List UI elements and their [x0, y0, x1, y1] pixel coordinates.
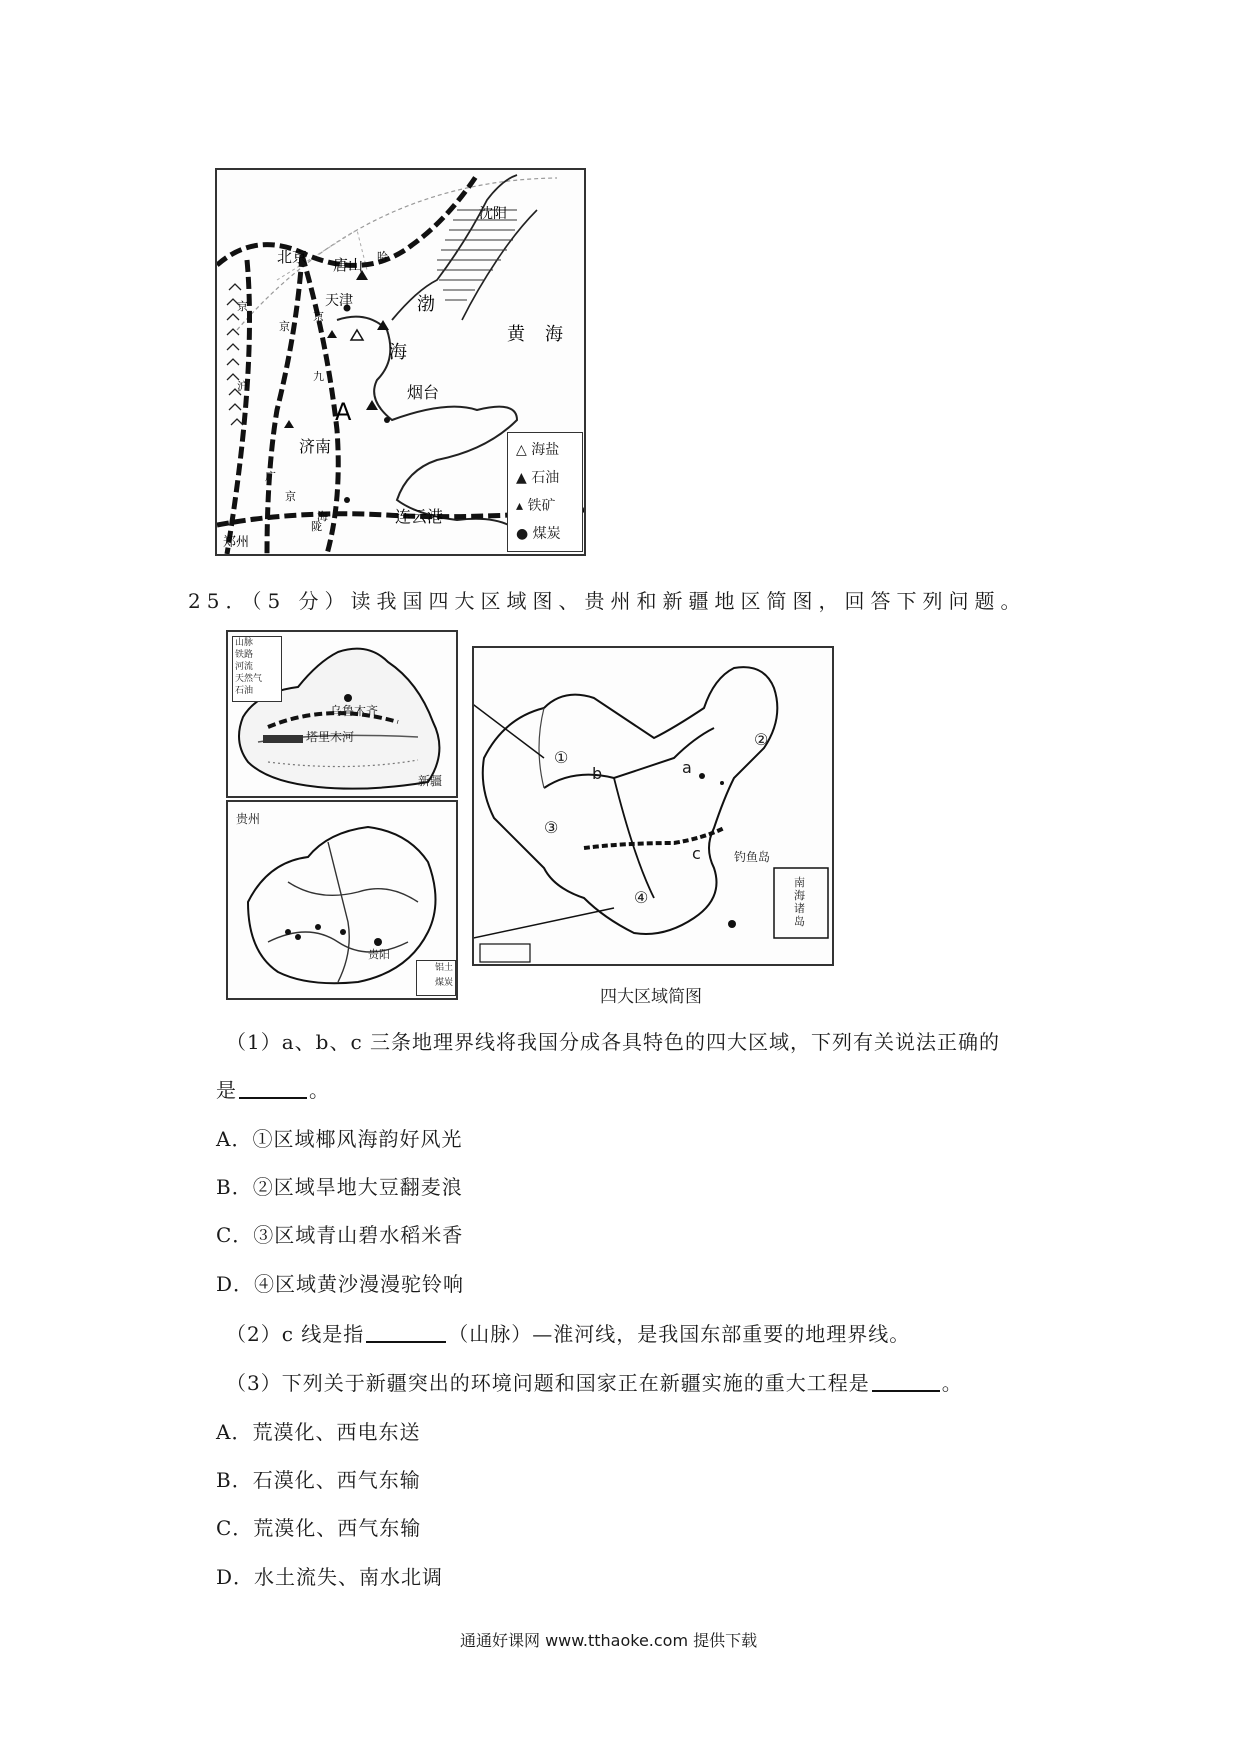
- salt-icon: △: [516, 442, 527, 458]
- legend-row: [516, 467, 559, 487]
- sea-label-hai-1: 海: [389, 342, 407, 363]
- legend-label: 铁矿: [527, 498, 556, 514]
- bohai-region-map: [215, 168, 586, 556]
- text-fragment: 是: [216, 1078, 237, 1102]
- oil-icon: ▲: [516, 470, 527, 486]
- legend-label: 海盐: [531, 442, 560, 458]
- sub3-option-c: C．荒漠化、西气东输: [216, 1516, 422, 1540]
- label-diaoyu-island: 钓鱼岛: [734, 850, 771, 864]
- line-label-a: a: [682, 758, 692, 777]
- guizhou-title: 贵州: [236, 812, 261, 826]
- question-score: （5 分）: [251, 589, 351, 613]
- sea-label-huang: 黄: [507, 324, 525, 345]
- text-fragment: （3）下列关于新疆突出的环境问题和国家正在新疆实施的重大工程是: [226, 1371, 870, 1395]
- guizhou-map: [226, 800, 458, 1000]
- rail-char: 京: [313, 310, 324, 323]
- rail-char: 京: [237, 300, 248, 313]
- sub-question-3: [226, 1367, 963, 1396]
- sub3-option-a: A．荒漠化、西电东送: [216, 1420, 421, 1444]
- sub-question-1-line2: [216, 1074, 330, 1103]
- xinjiang-map: [226, 630, 458, 798]
- city-label-tangshan: 唐山: [333, 256, 364, 274]
- sea-label-hai-2: 海: [545, 324, 563, 345]
- legend-railway: 铁路: [235, 650, 254, 660]
- rail-char: 海: [317, 510, 328, 523]
- region-label-a: A: [335, 398, 352, 426]
- sea-label-bo: 渤: [417, 294, 435, 315]
- legend-oil: 石油: [235, 686, 254, 696]
- sub3-option-d: D．水土流失、南水北调: [216, 1565, 444, 1589]
- city-label-zhengzhou: 郑州: [223, 535, 250, 550]
- sub3-option-b: B．石漠化、西气东输: [216, 1468, 421, 1492]
- legend-label: 煤炭: [532, 526, 561, 542]
- city-label-urumqi: 乌鲁木齐: [330, 704, 379, 718]
- answer-blank-2[interactable]: [366, 1321, 446, 1343]
- city-label-jinan: 济南: [299, 437, 332, 456]
- city-label-lianyungang: 连云港: [395, 507, 444, 526]
- city-label-guiyang: 贵阳: [368, 948, 390, 961]
- label-tarim-river: 塔里木河: [306, 730, 355, 744]
- text-fragment: （2）c 线是指: [226, 1322, 365, 1346]
- china-map-caption: 四大区域简图: [600, 987, 702, 1007]
- label-south-china-sea-islands: 南海诸岛: [794, 876, 805, 928]
- region-marker-1: ①: [554, 748, 569, 767]
- china-four-regions-map: [472, 646, 834, 966]
- legend-row: [516, 439, 559, 459]
- answer-blank-3[interactable]: [872, 1370, 940, 1392]
- rail-char: 九: [313, 370, 324, 383]
- answer-blank-1[interactable]: [239, 1077, 307, 1099]
- rail-char: 京: [285, 490, 296, 503]
- legend-gas: 天然气: [235, 674, 263, 684]
- region-marker-2: ②: [754, 730, 769, 749]
- line-label-c: c: [692, 844, 701, 863]
- city-label-beijing: 北京: [277, 248, 308, 266]
- guizhou-legend: [416, 960, 456, 996]
- text-fragment: 。: [941, 1371, 963, 1395]
- legend-row: [516, 523, 561, 543]
- xinjiang-title: 新疆: [418, 774, 443, 788]
- line-label-b: b: [592, 764, 603, 783]
- rail-char: 广: [265, 470, 276, 483]
- legend-coal: 煤炭: [434, 978, 453, 988]
- iron-icon: ▴: [516, 498, 524, 514]
- sub1-option-a: A．①区域椰风海韵好风光: [216, 1127, 463, 1151]
- sub1-option-c: C．③区域青山碧水稻米香: [216, 1223, 464, 1247]
- text-fragment: 。: [309, 1078, 330, 1102]
- rail-char: 哈: [377, 250, 388, 263]
- legend-bauxite: 铝土: [434, 963, 453, 973]
- legend-river: 河流: [235, 662, 254, 672]
- city-label-shenyang: 沈阳: [479, 206, 507, 222]
- text-fragment: （山脉）—淮河线，是我国东部重要的地理界线。: [448, 1322, 911, 1346]
- sub-question-1-text: （1）a、b、c 三条地理界线将我国分成各具特色的四大区域，下列有关说法正确的: [226, 1030, 1001, 1054]
- sub-question-2: [226, 1318, 910, 1347]
- question-25-stem: [188, 585, 1027, 614]
- page-footer: 通通好课网 www.tthaoke.com 提供下载: [460, 1631, 758, 1650]
- rail-char: 陇: [311, 520, 322, 533]
- region-marker-4: ④: [634, 888, 649, 907]
- legend-mountain: 山脉: [235, 638, 254, 648]
- coal-icon: ●: [516, 526, 529, 542]
- rail-char: 京: [279, 320, 290, 333]
- bohai-map-legend: [507, 432, 583, 552]
- china-map-drawing: [474, 648, 832, 964]
- xinjiang-legend: [232, 636, 282, 702]
- city-label-yantai: 烟台: [407, 383, 440, 402]
- legend-label: 石油: [531, 470, 560, 486]
- sub1-option-d: D．④区域黄沙漫漫驼铃响: [216, 1272, 465, 1296]
- region-marker-3: ③: [544, 818, 559, 837]
- legend-row: [516, 495, 555, 515]
- question-number: 25．: [188, 589, 252, 613]
- sub1-option-b: B．②区域旱地大豆翻麦浪: [216, 1175, 463, 1199]
- rail-char: 沪: [237, 380, 248, 393]
- question-prompt: 读我国四大区域图、贵州和新疆地区简图，回答下列问题。: [350, 589, 1027, 613]
- city-label-tianjin: 天津: [325, 293, 353, 309]
